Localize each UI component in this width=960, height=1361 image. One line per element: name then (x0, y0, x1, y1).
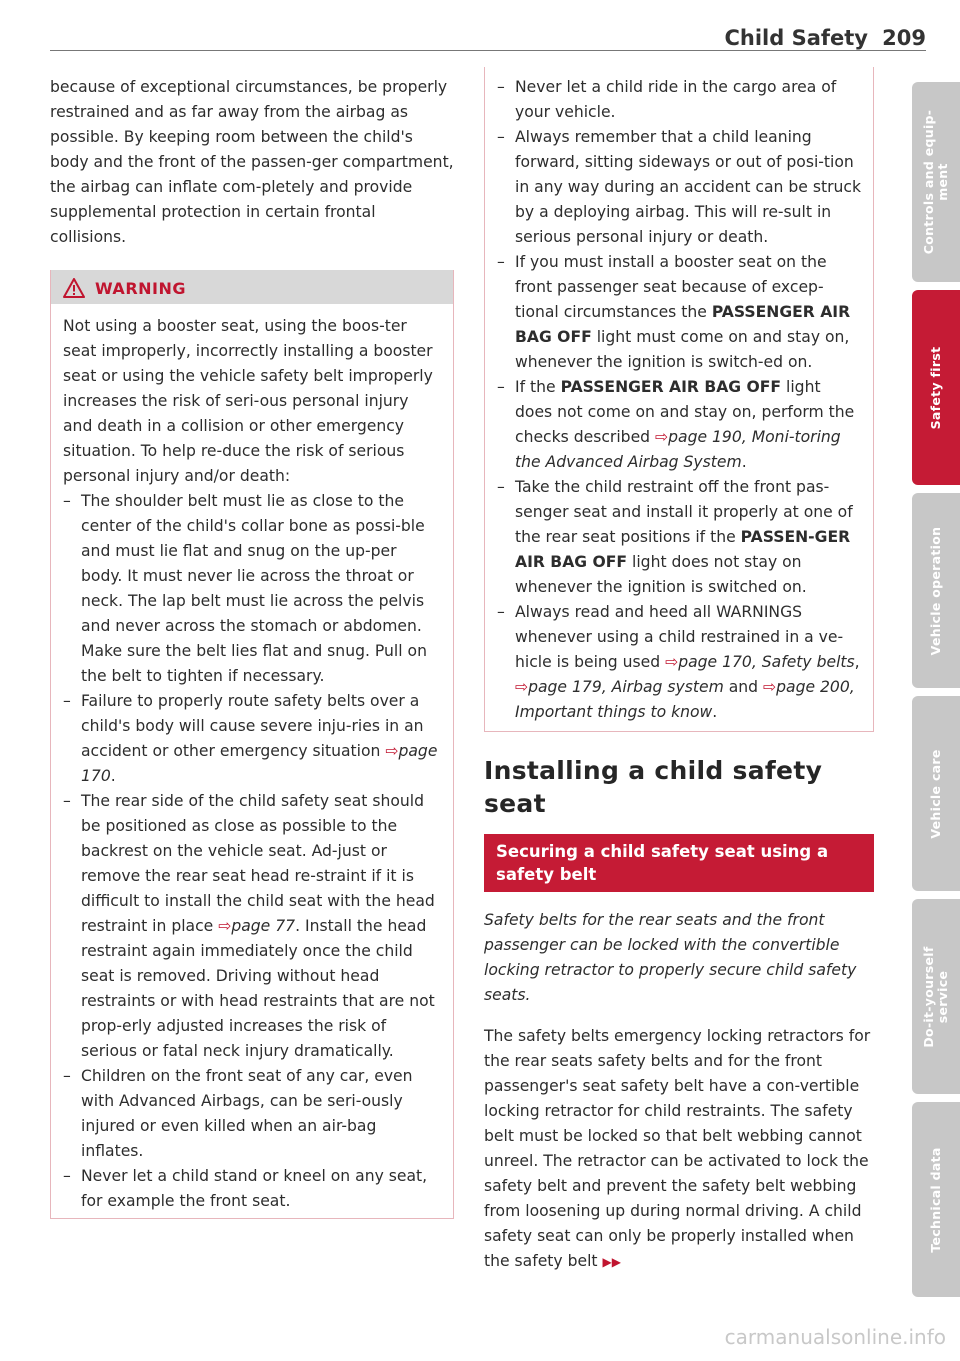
tab-do-it-yourself-service[interactable]: Do-it-yourself service (912, 899, 960, 1094)
list-item: – Failure to properly route safety belts over a child's body will cause severe inju-ries in an accident or other emergency situation ⇨page 170. (63, 692, 438, 785)
list-item: – Never let a child stand or kneel on any seat, for example the front seat. (63, 1167, 428, 1210)
list-item: – Always read and heed all WARNINGS whenever using a child restrained in a ve-hicle is being used ⇨page 170, Safety belts, ⇨page 179, Airbag system and ⇨page 200, Important things to know. (497, 603, 860, 721)
intro-paragraph: Safety belts for the rear seats and the front passenger can be locked with the convertible locking retractor to properly secure child safety seats. (484, 911, 857, 1004)
list-item: – Take the child restraint off the front pas-senger seat and install it properly at one of the rear seat positions if the PASSEN-GER AIR BAG OFF light does not stay on whenever the ignition is switched on. (497, 478, 853, 596)
section-heading: Installing a child safety seat (484, 756, 823, 818)
list-item: – Always remember that a child leaning forward, sitting sideways or out of posi-tion in any way during an accident can be struck by a deploying airbag. This will re-sult in serious personal injury or death. (497, 128, 861, 246)
tab-safety-first[interactable]: Safety first (912, 290, 960, 485)
watermark: carmanualsonline.info (724, 1325, 946, 1349)
page-ref-arrow-icon: ⇨ (218, 917, 232, 935)
warning-triangle-icon (63, 278, 85, 298)
warning-list (63, 489, 441, 1214)
page-ref-arrow-icon: ⇨ (515, 678, 529, 696)
header-rule (50, 50, 926, 51)
page-ref-arrow-icon: ⇨ (385, 742, 399, 760)
warning-label: WARNING (95, 278, 186, 298)
list-item: – If the PASSENGER AIR BAG OFF light does not come on and stay on, perform the checks described ⇨page 190, Moni-toring the Advanced Airbag System. (497, 378, 855, 471)
tab-technical-data[interactable]: Technical data (912, 1102, 960, 1297)
list-item: – If you must install a booster seat on the front passenger seat because of excep-tional circumstances the PASSENGER AIR BAG OFF light must come on and stay on, whenever the ignition is switch-ed on. (497, 253, 851, 371)
page-ref-arrow-icon: ⇨ (655, 428, 669, 446)
body-paragraph: The safety belts emergency locking retractors for the rear seats safety belts and for the front passenger's seat safety belt have a con-vertible locking retractor for child restraints. The safety belt must be locked so that belt webbing cannot unreel. The retractor can be activated to lock the safety belt and prevent the safety belt webbing from loosening up during normal driving. A child safety seat can only be properly installed when the safety belt ▶▶ (484, 1027, 871, 1270)
right-column (484, 75, 874, 1275)
list-item: – The rear side of the child safety seat should be positioned as close as possible to the backrest on the vehicle seat. Ad-just or remove the rear seat head re-straint if it is difficult to install the child seat with the head restraint in place ⇨page 77. Install the head restraint again immediately once the child seat is removed. Driving without head restraints or with head restraints that are not prop-erly adjusted increases the risk of serious or fatal neck injury dramatically. (63, 792, 435, 1060)
page-reference[interactable]: ⇨page 190, Moni-toring the Advanced Airbag System (515, 428, 841, 471)
warning-header (51, 270, 453, 304)
warning-list-continued (497, 75, 861, 725)
continue-triangle-icon: ▶▶ (602, 1255, 621, 1269)
warning-text: Not using a booster seat, using the boos-ter seat improperly, incorrectly installing a booster seat or using the vehicle safety belt improperly increases the risk of seri-ous personal injury and death in a collision or other emergency situation. To help re-duce the risk of serious personal injury and/or death: (63, 317, 433, 485)
subsection-heading: Securing a child safety seat using a safety belt (484, 834, 874, 892)
page-reference[interactable]: ⇨page 77 (218, 917, 296, 935)
left-column (50, 75, 454, 1219)
page-ref-arrow-icon: ⇨ (763, 678, 777, 696)
tab-vehicle-operation[interactable]: Vehicle operation (912, 493, 960, 688)
page-ref-arrow-icon: ⇨ (665, 653, 679, 671)
continued-paragraph: because of exceptional circumstances, be properly restrained and as far away from the airbag as possible. By keeping room between the child's body and the front of the passen-ger compartment, the airbag can inflate com-pletely and provide supplemental protection in certain frontal collisions. (50, 78, 454, 246)
chapter-title: Child Safety (724, 26, 868, 50)
page-reference[interactable]: ⇨page 179, Airbag system (515, 678, 724, 696)
page-reference[interactable]: ⇨page 170 (81, 742, 438, 785)
list-item: – Never let a child ride in the cargo area of your vehicle. (497, 78, 837, 121)
warning-continuation (484, 67, 874, 732)
tab-vehicle-care[interactable]: Vehicle care (912, 696, 960, 891)
page-number: 209 (882, 26, 926, 50)
tab-controls-and-equipment[interactable]: Controls and equip-ment (912, 82, 960, 282)
warning-box (50, 270, 454, 1219)
list-item: – Children on the front seat of any car, even with Advanced Airbags, can be seri-ously injured or even killed when an air-bag inflates. (63, 1067, 413, 1160)
list-item: – The shoulder belt must lie as close to the center of the child's collar bone as possi-ble and must lie flat and snug on the up-per body. It must never lie across the throat or neck. The lap belt must lie across the pelvis and never across the stomach or abdomen. Make sure the belt lies flat and snug. Pull on the belt to tighten if necessary. (63, 492, 427, 685)
warning-body (51, 304, 453, 1218)
page-reference[interactable]: ⇨page 200, Important things to know (515, 678, 855, 721)
page-reference[interactable]: ⇨page 170, Safety belts (665, 653, 855, 671)
